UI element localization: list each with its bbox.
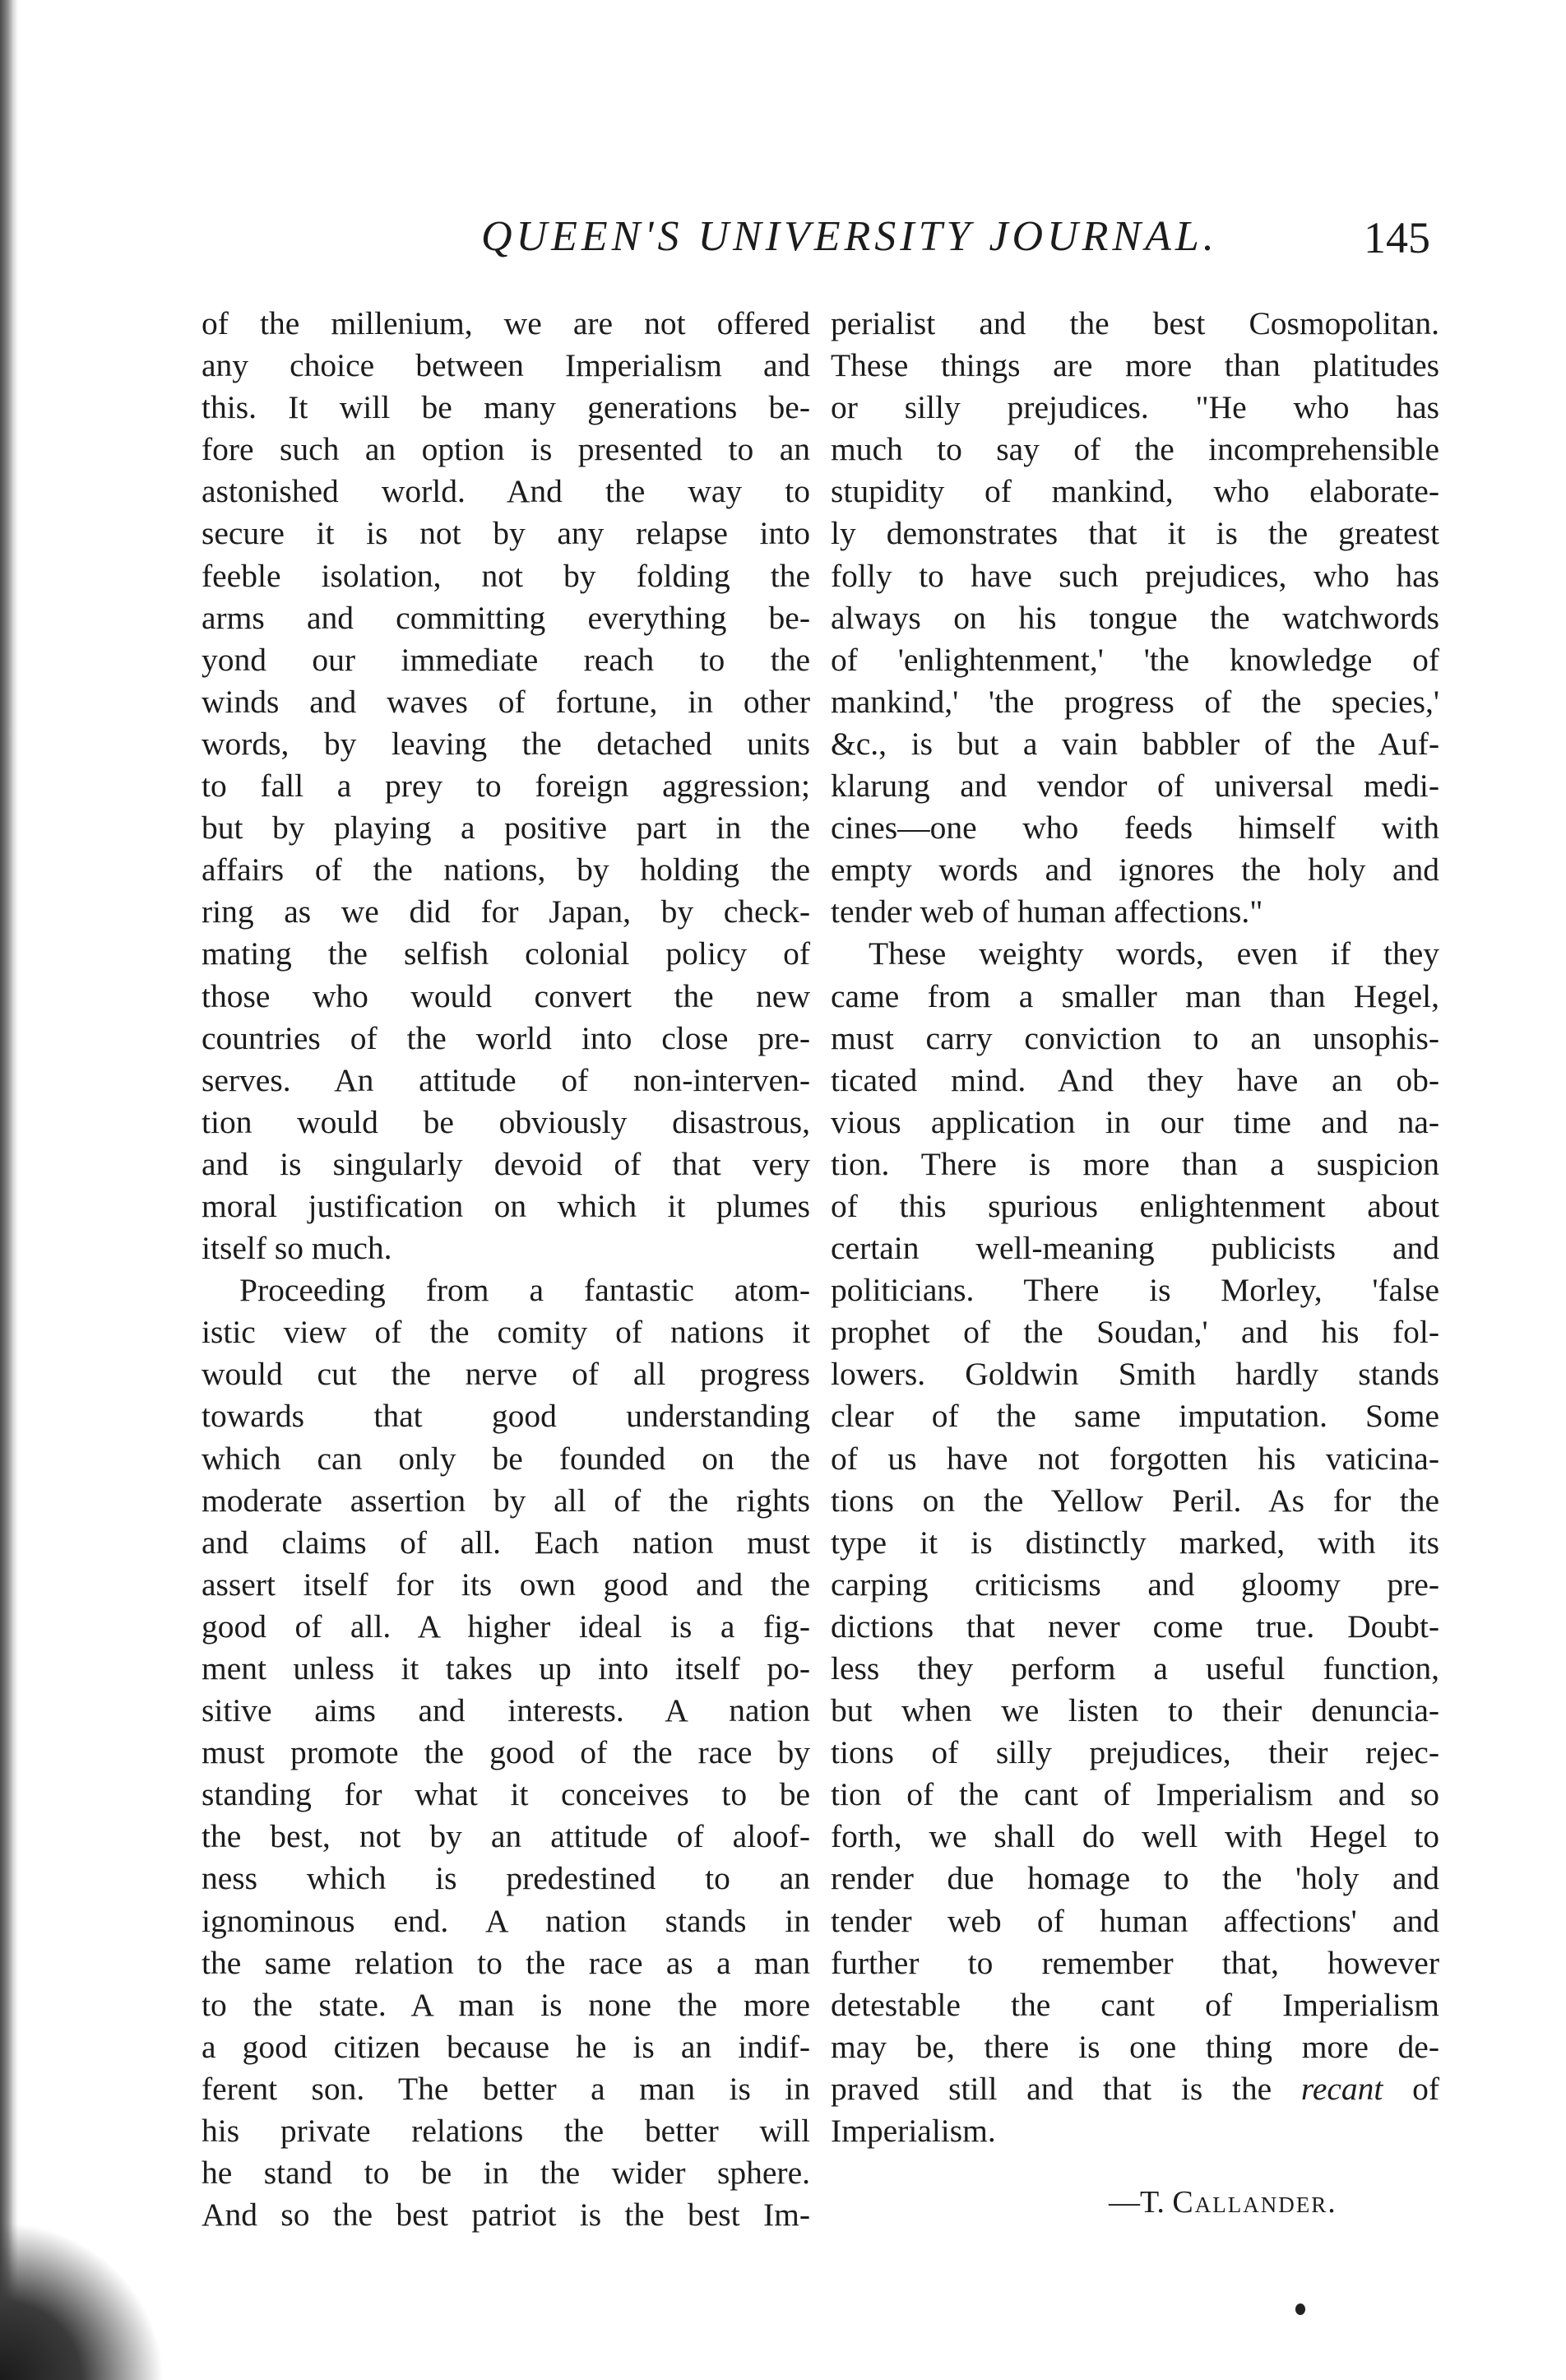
text-line: must carry conviction to an unsophis- bbox=[831, 1019, 1439, 1056]
text-line: tion. There is more than a suspicion bbox=[831, 1145, 1439, 1182]
text-line: render due homage to the 'holy and bbox=[831, 1860, 1439, 1897]
text-line: tions on the Yellow Peril. As for the bbox=[831, 1482, 1439, 1519]
text-line: mating the selfish colonial policy of bbox=[202, 935, 810, 972]
text-line: These weighty words, even if they bbox=[869, 935, 1439, 972]
text-line: itself so much. bbox=[202, 1230, 392, 1267]
page-number: 145 bbox=[1364, 213, 1430, 262]
text-line: politicians. There is Morley, 'false bbox=[831, 1272, 1439, 1309]
text-line: cines—one who feeds himself with bbox=[831, 810, 1439, 847]
text-line: the same relation to the race as a man bbox=[202, 1944, 810, 1981]
text-line: tions of silly prejudices, their rejec- bbox=[831, 1734, 1439, 1771]
text-line: moral justification on which it plumes bbox=[202, 1187, 810, 1224]
text-line: standing for what it conceives to be bbox=[202, 1776, 810, 1813]
text-line: of the millenium, we are not offered bbox=[202, 305, 810, 341]
running-header: QUEEN'S UNIVERSITY JOURNAL. bbox=[481, 213, 1218, 260]
text-line: tender web of human affections." bbox=[831, 893, 1263, 930]
text-line: empty words and ignores the holy and bbox=[831, 851, 1439, 888]
text-line: fore such an option is presented to an bbox=[202, 431, 810, 468]
text-line: astonished world. And the way to bbox=[202, 473, 810, 510]
text-line: vious application in our time and na- bbox=[831, 1103, 1439, 1140]
text-line: Imperialism. bbox=[831, 2113, 996, 2150]
text-line: but by playing a positive part in the bbox=[202, 810, 810, 847]
text-line: the best, not by an attitude of aloof- bbox=[202, 1818, 810, 1855]
text-line: of this spurious enlightenment about bbox=[831, 1187, 1439, 1224]
author-name: Callander. bbox=[1172, 2185, 1337, 2220]
text-line: sitive aims and interests. A nation bbox=[202, 1692, 810, 1729]
text-line: countries of the world into close pre- bbox=[202, 1019, 810, 1056]
text-line: mankind,' 'the progress of the species,' bbox=[831, 683, 1439, 720]
text-line: Proceeding from a fantastic atom- bbox=[239, 1272, 810, 1309]
text-line: of us have not forgotten his vaticina- bbox=[831, 1440, 1439, 1477]
text-line: carping criticisms and gloomy pre- bbox=[831, 1566, 1439, 1603]
ink-dot bbox=[1295, 2303, 1305, 2315]
text-line: came from a smaller man than Hegel, bbox=[831, 977, 1439, 1014]
text-line: good of all. A higher ideal is a fig- bbox=[202, 1608, 810, 1645]
text-line: ly demonstrates that it is the greatest bbox=[831, 515, 1439, 552]
text-line: to fall a prey to foreign aggression; bbox=[202, 768, 810, 805]
text-line: of 'enlightenment,' 'the knowledge of bbox=[831, 641, 1439, 678]
right-column bbox=[831, 303, 1439, 2152]
text-line: detestable the cant of Imperialism bbox=[831, 1986, 1439, 2023]
text-line: words, by leaving the detached units bbox=[202, 725, 810, 762]
text-line: secure it is not by any relapse into bbox=[202, 515, 810, 552]
text-line: much to say of the incomprehensible bbox=[831, 431, 1439, 468]
text-line: forth, we shall do well with Hegel to bbox=[831, 1818, 1439, 1855]
text-line: feeble isolation, not by folding the bbox=[202, 557, 810, 594]
text-line: And so the best patriot is the best Im- bbox=[202, 2197, 810, 2234]
text-line: but when we listen to their denuncia- bbox=[831, 1692, 1439, 1729]
text-line: ness which is predestined to an bbox=[202, 1860, 810, 1897]
text-line: ignominous end. A nation stands in bbox=[202, 1902, 810, 1939]
text-line: klarung and vendor of universal medi- bbox=[831, 768, 1439, 805]
text-line: arms and committing everything be- bbox=[202, 599, 810, 636]
text-line: perialist and the best Cosmopolitan. bbox=[831, 305, 1439, 341]
text-line: tion would be obviously disastrous, bbox=[202, 1103, 810, 1140]
text-line: to the state. A man is none the more bbox=[202, 1986, 810, 2023]
text-fragment: of bbox=[1412, 2070, 1439, 2107]
text-line: assert itself for its own good and the bbox=[202, 1566, 810, 1603]
left-column bbox=[202, 303, 810, 2236]
text-line: less they perform a useful function, bbox=[831, 1650, 1439, 1686]
text-line: winds and waves of fortune, in other bbox=[202, 683, 810, 720]
text-line: any choice between Imperialism and bbox=[202, 347, 810, 384]
text-line: those who would convert the new bbox=[202, 977, 810, 1014]
text-fragment: praved still and that is the bbox=[831, 2070, 1272, 2107]
text-line: towards that good understanding bbox=[202, 1398, 810, 1435]
italic-word: recant bbox=[1300, 2070, 1383, 2107]
text-line: These things are more than platitudes bbox=[831, 347, 1439, 384]
text-line: further to remember that, however bbox=[831, 1944, 1439, 1981]
text-line: lowers. Goldwin Smith hardly stands bbox=[831, 1356, 1439, 1393]
text-line: which can only be founded on the bbox=[202, 1440, 810, 1477]
text-line: ment unless it takes up into itself po- bbox=[202, 1650, 810, 1686]
text-line: dictions that never come true. Doubt- bbox=[831, 1608, 1439, 1645]
text-line: must promote the good of the race by bbox=[202, 1734, 810, 1771]
book-binding-shadow bbox=[0, 0, 18, 2380]
text-line: ring as we did for Japan, by check- bbox=[202, 893, 810, 930]
author-signature bbox=[1109, 2184, 1337, 2220]
signature-prefix: —T. bbox=[1109, 2185, 1173, 2220]
corner-shadow bbox=[0, 2221, 164, 2380]
text-line: yond our immediate reach to the bbox=[202, 641, 810, 678]
text-line: stupidity of mankind, who elaborate- bbox=[831, 473, 1439, 510]
text-line: this. It will be many generations be- bbox=[202, 389, 810, 426]
text-line: ferent son. The better a man is in bbox=[202, 2070, 810, 2107]
text-line: tion of the cant of Imperialism and so bbox=[831, 1776, 1439, 1813]
text-line: &c., is but a vain babbler of the Auf- bbox=[831, 725, 1439, 762]
text-line: or silly prejudices. "He who has bbox=[831, 389, 1439, 426]
text-line: always on his tongue the watchwords bbox=[831, 599, 1439, 636]
text-line: prophet of the Soudan,' and his fol- bbox=[831, 1314, 1439, 1351]
text-line: clear of the same imputation. Some bbox=[831, 1398, 1439, 1435]
text-line: moderate assertion by all of the rights bbox=[202, 1482, 810, 1519]
text-line: folly to have such prejudices, who has bbox=[831, 557, 1439, 594]
text-line: istic view of the comity of nations it bbox=[202, 1314, 810, 1351]
text-line: would cut the nerve of all progress bbox=[202, 1356, 810, 1393]
text-line: his private relations the better will bbox=[202, 2113, 810, 2150]
text-line: type it is distinctly marked, with its bbox=[831, 1524, 1439, 1561]
text-line: tender web of human affections' and bbox=[831, 1902, 1439, 1939]
text-line: he stand to be in the wider sphere. bbox=[202, 2155, 810, 2192]
text-line: ticated mind. And they have an ob- bbox=[831, 1061, 1439, 1098]
text-line: certain well-meaning publicists and bbox=[831, 1230, 1439, 1267]
text-line: and claims of all. Each nation must bbox=[202, 1524, 810, 1561]
text-line: and is singularly devoid of that very bbox=[202, 1145, 810, 1182]
text-line-emphasis bbox=[831, 2068, 1439, 2110]
text-line: a good citizen because he is an indif- bbox=[202, 2028, 810, 2065]
text-line: serves. An attitude of non-interven- bbox=[202, 1061, 810, 1098]
text-line: may be, there is one thing more de- bbox=[831, 2028, 1439, 2065]
text-line: affairs of the nations, by holding the bbox=[202, 851, 810, 888]
